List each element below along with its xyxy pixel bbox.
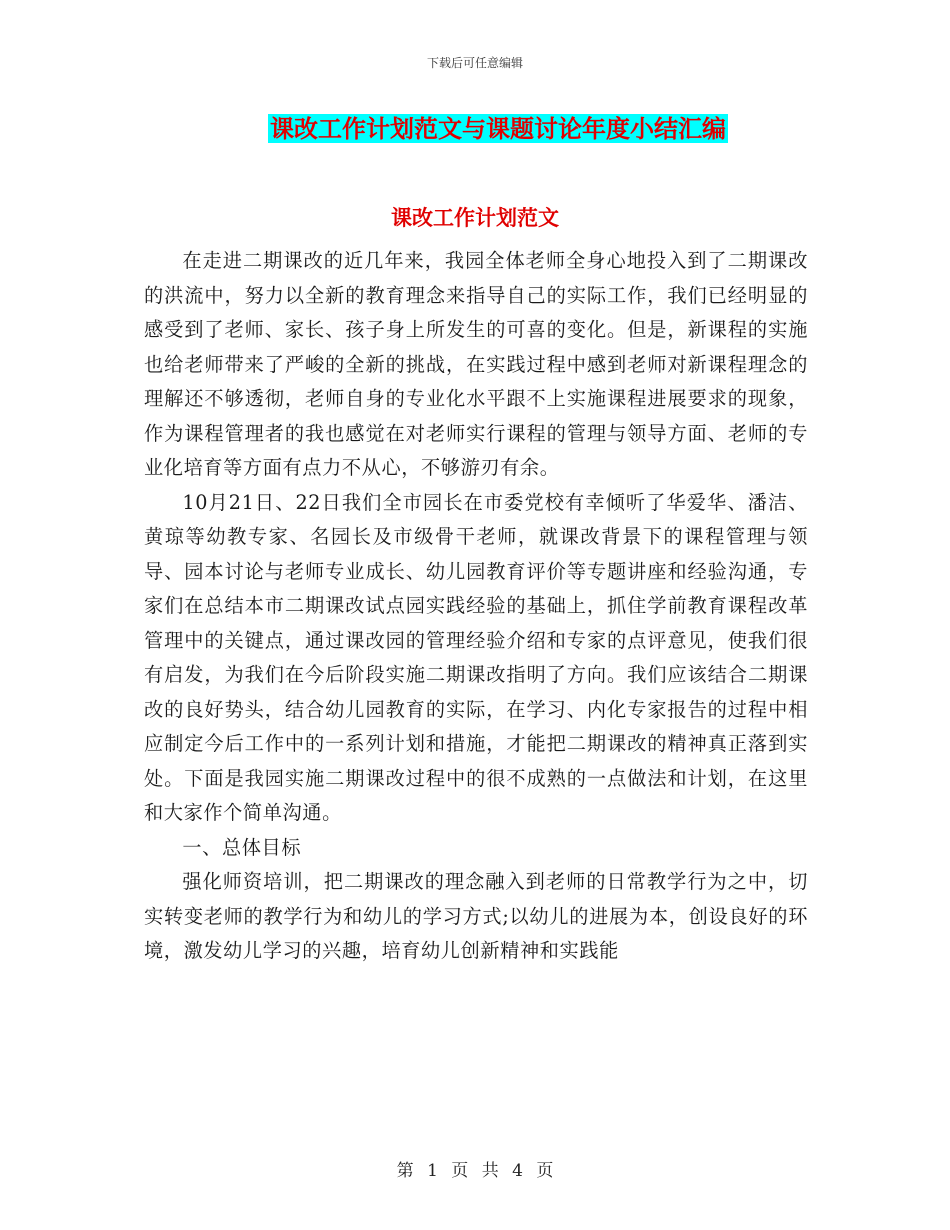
paragraph: 在走进二期课改的近几年来，我园全体老师全身心地投入到了二期课改的洪流中，努力以全新的教育理念来指导自己的实际工作，我们已经明显的感受到了老师、家长、孩子身上所发生的可喜的变化。但是，新课程的实施也给老师带来了严峻的全新的挑战，在实践过程中感到老师对新课程理念的理解还不够透彻，老师自身的专业化水平跟不上实施课程进展要求的现象，作为课程管理者的我也感觉在对老师实行课程的管理与领导方面、老师的专业化培育等方面有点力不从心，不够游刃有余。	[144, 249, 808, 479]
document-title	[0, 112, 950, 146]
document-body	[144, 244, 808, 969]
paragraph: 强化师资培训，把二期课改的理念融入到老师的日常教学行为之中，切实转变老师的教学行为和幼儿的学习方式;以幼儿的进展为本，创设良好的环境，激发幼儿学习的兴趣，培育幼儿创新精神和实践能	[144, 870, 808, 962]
paragraph-heading: 一、总体目标	[182, 835, 302, 859]
paragraph: 10月21日、22日我们全市园长在市委党校有幸倾听了华爱华、潘洁、黄琼等幼教专家、名园长及市级骨干老师，就课改背景下的课程管理与领导、园本讨论与老师专业成长、幼儿园教育评价等专题讲座和经验沟通，专家们在总结本市二期课改试点园实践经验的基础上，抓住学前教育课程改革管理中的关键点，通过课改园的管理经验介绍和专家的点评意见，使我们很有启发，为我们在今后阶段实施二期课改指明了方向。我们应该结合二期课改的良好势头，结合幼儿园教育的实际，在学习、内化专家报告的过程中相应制定今后工作中的一系列计划和措施，才能把二期课改的精神真正落到实处。下面是我园实施二期课改过程中的很不成熟的一点做法和计划，在这里和大家作个简单沟通。	[144, 490, 808, 824]
page-number: 第 1 页 共 4 页	[396, 1161, 554, 1181]
page-header-note: 下载后可任意编辑	[426, 56, 523, 70]
section-title: 课改工作计划范文	[391, 205, 559, 230]
document-title-text: 课改工作计划范文与课题讨论年度小结汇编	[270, 114, 726, 143]
